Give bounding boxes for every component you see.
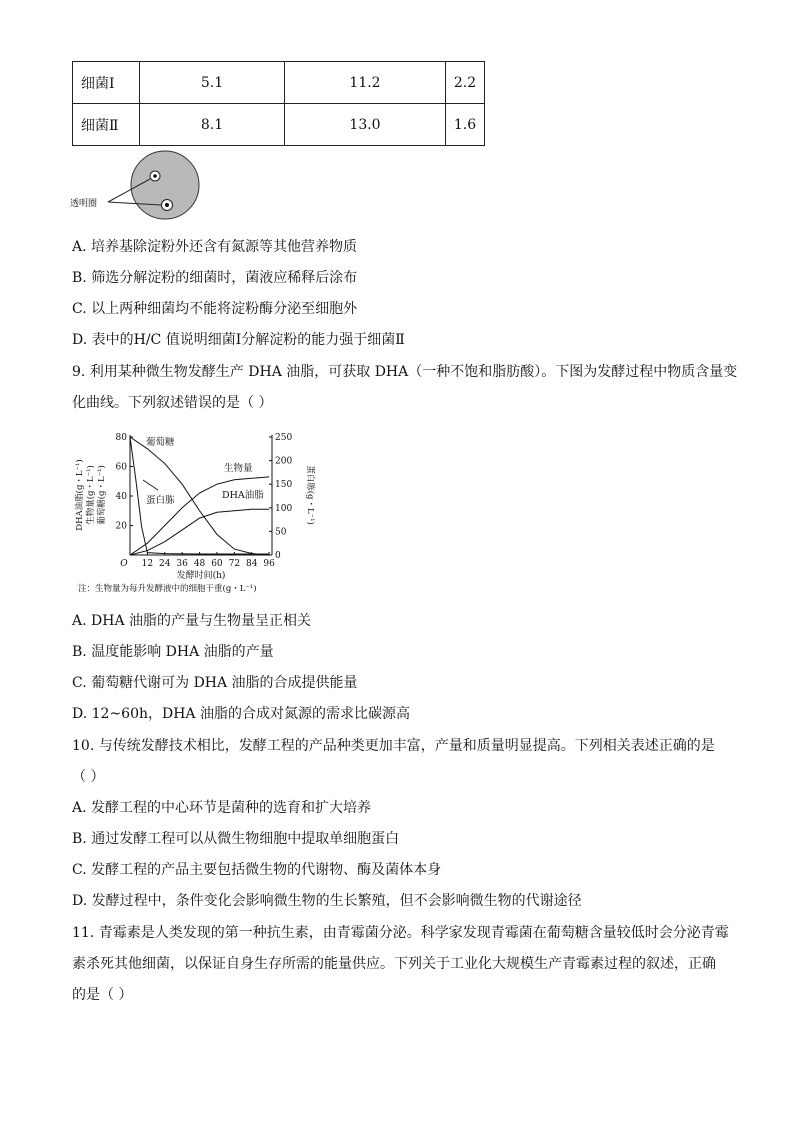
q9-option-c: C. 葡萄糖代谢可为 DHA 油脂的合成提供能量 bbox=[72, 675, 358, 691]
x-tick-label: 12 bbox=[141, 559, 154, 569]
series-label: 葡萄糖 bbox=[146, 437, 175, 448]
x-tick-label: 24 bbox=[159, 559, 171, 569]
y-right-tick-label: 0 bbox=[275, 551, 281, 561]
q9-option-b: B. 温度能影响 DHA 油脂的产量 bbox=[72, 644, 274, 660]
leader-line bbox=[143, 480, 158, 490]
series-label: DHA油脂 bbox=[222, 490, 264, 501]
y-left-tick-label: 40 bbox=[115, 492, 127, 502]
q11-stem-cont2: 的是（ ） bbox=[72, 987, 133, 1003]
y-right-tick-label: 200 bbox=[275, 456, 293, 467]
transparent-circle-label: 透明圈 bbox=[70, 199, 98, 209]
y-right-tick-label: 100 bbox=[275, 503, 293, 514]
cell-name: 细菌Ⅰ bbox=[73, 62, 140, 104]
y-right-tick-label: 150 bbox=[275, 480, 293, 491]
y-left-tick-label: 20 bbox=[115, 521, 127, 532]
y-left-tick-label: 60 bbox=[115, 462, 127, 473]
x-tick-label: 48 bbox=[193, 559, 206, 569]
x-tick-label: 60 bbox=[211, 559, 223, 569]
q9-option-a: A. DHA 油脂的产量与生物量呈正相关 bbox=[72, 613, 312, 629]
fermentation-chart bbox=[72, 425, 322, 600]
y-right-tick-label: 250 bbox=[275, 433, 293, 443]
q8-option-b: B. 筛选分解淀粉的细菌时，菌液应稀释后涂布 bbox=[72, 270, 358, 286]
q11-stem-cont: 素杀死其他细菌，以保证自身生存所需的能量供应。下列关于工业化大规模生产青霉素过程的叙述，正确 bbox=[72, 956, 716, 972]
series-line-生物量 bbox=[130, 477, 269, 555]
table-row bbox=[73, 62, 485, 104]
q10-option-d: D. 发酵过程中，条件变化会影响微生物的生长繁殖，但不会影响微生物的代谢途径 bbox=[72, 893, 582, 909]
x-tick-label: 96 bbox=[263, 559, 275, 569]
x-tick-label: 36 bbox=[176, 559, 188, 569]
table-row bbox=[73, 104, 485, 146]
series-label: 蛋白胨 bbox=[146, 495, 175, 506]
q9-option-d: D. 12~60h，DHA 油脂的合成对氮源的需求比碳源高 bbox=[72, 706, 410, 722]
q10-stem-cont: （ ） bbox=[72, 769, 105, 785]
q9-stem-cont: 化曲线。下列叙述错误的是（ ） bbox=[72, 395, 273, 411]
y-left-axis-title: 葡萄糖(g・L⁻¹) bbox=[97, 465, 107, 525]
y-left-tick-label: 80 bbox=[115, 433, 127, 443]
cell-value: 13.0 bbox=[285, 104, 446, 146]
y-left-axis-title: DHA油脂(g・L⁻¹) bbox=[75, 459, 85, 531]
series-label: 生物量 bbox=[224, 463, 253, 474]
data-table bbox=[72, 61, 485, 146]
cell-value: 5.1 bbox=[140, 62, 285, 104]
q10-option-b: B. 通过发酵工程可以从微生物细胞中提取单细胞蛋白 bbox=[72, 831, 400, 847]
series-line-DHA油脂 bbox=[130, 509, 269, 555]
cell-value: 8.1 bbox=[140, 104, 285, 146]
chart-note: 注：生物量为每升发酵液中的细胞干重(g・L⁻¹) bbox=[78, 584, 257, 594]
y-right-tick-label: 50 bbox=[275, 527, 287, 538]
q8-option-a: A. 培养基除淀粉外还含有氮源等其他营养物质 bbox=[72, 239, 358, 255]
x-tick-label: 84 bbox=[245, 559, 258, 569]
x-axis-title: 发酵时间(h) bbox=[176, 571, 226, 581]
q8-option-c: C. 以上两种细菌均不能将淀粉酶分泌至细胞外 bbox=[72, 301, 358, 317]
cell-value: 2.2 bbox=[446, 62, 485, 104]
q10-option-c: C. 发酵工程的产品主要包括微生物的代谢物、酶及菌体本身 bbox=[72, 862, 442, 878]
q10-option-a: A. 发酵工程的中心环节是菌种的选育和扩大培养 bbox=[72, 800, 372, 816]
x-tick-label: 72 bbox=[228, 559, 241, 569]
q10-stem: 10. 与传统发酵技术相比，发酵工程的产品种类更加丰富，产量和质量明显提高。下列相关表述正确的是 bbox=[72, 738, 715, 754]
petri-dish-figure bbox=[68, 150, 208, 220]
cell-name: 细菌Ⅱ bbox=[73, 104, 140, 146]
y-left-axis-title: 生物量(g・L⁻¹) bbox=[86, 465, 96, 525]
cell-value: 1.6 bbox=[446, 104, 485, 146]
y-right-axis-title: 蛋白胨(g・L⁻¹) bbox=[305, 465, 315, 525]
cell-value: 11.2 bbox=[285, 62, 446, 104]
q8-option-d: D. 表中的H/C 值说明细菌Ⅰ分解淀粉的能力强于细菌Ⅱ bbox=[72, 332, 405, 348]
q11-stem: 11. 青霉素是人类发现的第一种抗生素，由青霉菌分泌。科学家发现青霉菌在葡萄糖含量较低时会分泌青霉 bbox=[72, 925, 729, 941]
q9-stem: 9. 利用某种微生物发酵生产 DHA 油脂，可获取 DHA（一种不饱和脂肪酸）。下图为发酵过程中物质含量变 bbox=[72, 364, 738, 380]
x-tick-label: O bbox=[120, 559, 128, 569]
